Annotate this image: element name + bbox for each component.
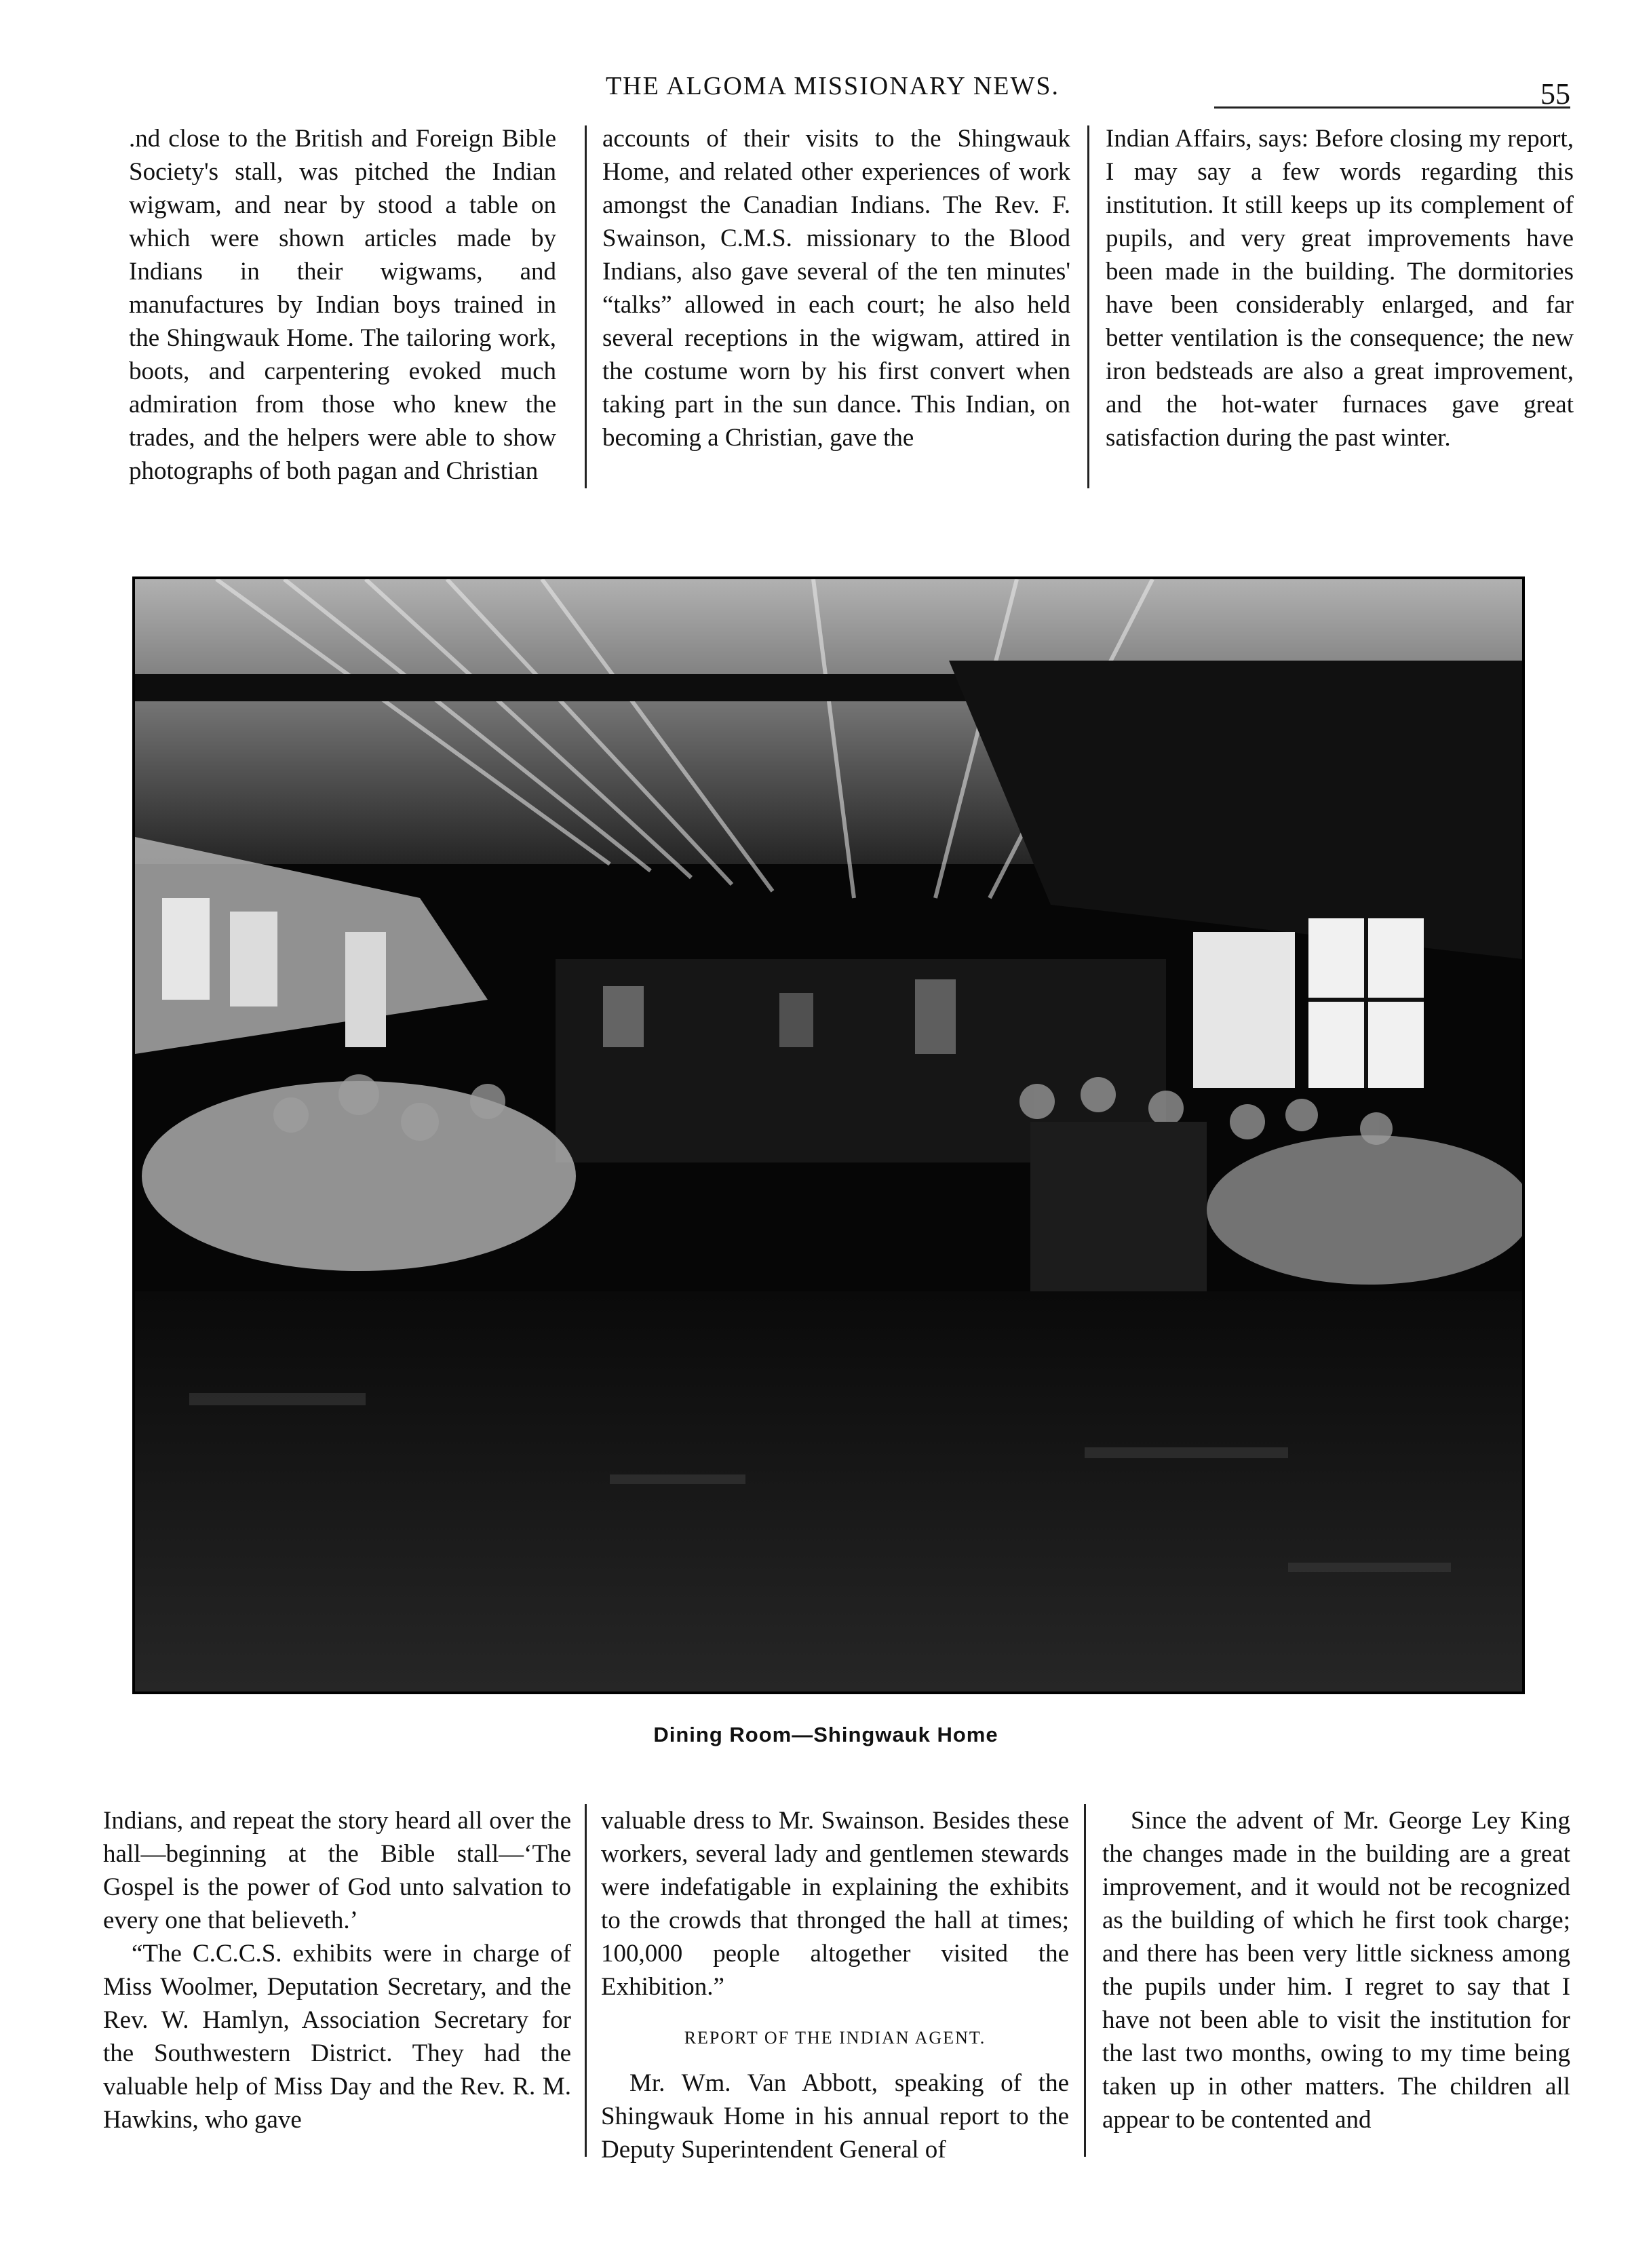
paragraph: valuable dress to Mr. Swainson. Besides these workers, several lady and gentlemen stewards were indefatigable in explaining the exhibits to the crowds that thronged the hall at times; 100,000 people altogether visited the Exhibition.” xyxy=(601,1807,1069,2001)
photo-halftone xyxy=(135,579,1522,1692)
bottom-column-3 xyxy=(1102,1804,1570,2143)
paragraph: “The C.C.C.S. exhibits were in charge of Miss Woolmer, Deputation Secretary, and the Rev. W. Hamlyn, Association Secretary for the Southwestern District. They had the valuable help of Miss Day and the Rev. R. M. Hawkins, who gave xyxy=(103,1940,571,2134)
page-header xyxy=(95,64,1570,112)
page-number: 55 xyxy=(1540,77,1570,111)
paragraph: .nd close to the British and Foreign Bible Society's stall, was pitched the Indian wigwam, and near by stood a table on which were shown articles made by Indians in their wigwams, and manufactures by Indian boys trained in the Shingwauk Home. The tailoring work, boots, and carpentering evoked much admiration from those who knew the trades, and the helpers were able to show photographs of both pagan and Christian xyxy=(129,125,556,485)
column-divider xyxy=(585,125,587,488)
header-rule xyxy=(1214,106,1570,109)
column-divider xyxy=(585,1804,587,2157)
paragraph: Indians, and repeat the story heard all over the hall—beginning at the Bible stall—‘The Gospel is the power of God unto salvation to every one that believeth.’ xyxy=(103,1807,571,1934)
column-divider xyxy=(1084,1804,1086,2157)
photo-caption: Dining Room—Shingwauk Home xyxy=(653,1723,998,1746)
paragraph: Since the advent of Mr. George Ley King the changes made in the building are a great improvement, and it would not be recognized as the building of which he first took charge; and there has been very little sickness among the pupils under him. I regret to say that I have not been able to visit the institution for the last two months, owing to my time being taken up in other matters. The children all appear to be contented and xyxy=(1102,1807,1570,2134)
column-divider xyxy=(1087,125,1089,488)
section-subheading: REPORT OF THE INDIAN AGENT. xyxy=(684,2028,986,2048)
top-column-1 xyxy=(129,122,556,502)
paragraph: accounts of their visits to the Shingwauk Home, and related other experiences of work amongst the Canadian Indians. The Rev. F. Swainson, C.M.S. missionary to the Blood Indians, also gave several of the ten minutes' “talks” allowed in each court; he also held several receptions in the wigwam, attired in the costume worn by his first convert when taking part in the sun dance. This Indian, on becoming a Christian, gave the xyxy=(602,125,1070,452)
bottom-column-1 xyxy=(103,1804,571,2143)
paragraph: Mr. Wm. Van Abbott, speaking of the Shingwauk Home in his annual report to the Deputy Superintendent General of xyxy=(601,2069,1069,2164)
paragraph: Indian Affairs, says: Before closing my report, I may say a few words regarding this institution. It still keeps up its complement of pupils, and very great improvements have been made in the building. The dormitories have been considerably enlarged, and far better ventilation is the consequence; the new iron bedsteads are also a great improvement, and the hot-water furnaces gave great satisfaction during the past winter. xyxy=(1106,125,1574,452)
top-column-3 xyxy=(1106,122,1574,502)
dining-room-photo xyxy=(132,576,1525,1694)
top-column-2 xyxy=(602,122,1070,502)
publication-title: THE ALGOMA MISSIONARY NEWS. xyxy=(605,72,1060,100)
bottom-column-2 xyxy=(601,1804,1069,2164)
